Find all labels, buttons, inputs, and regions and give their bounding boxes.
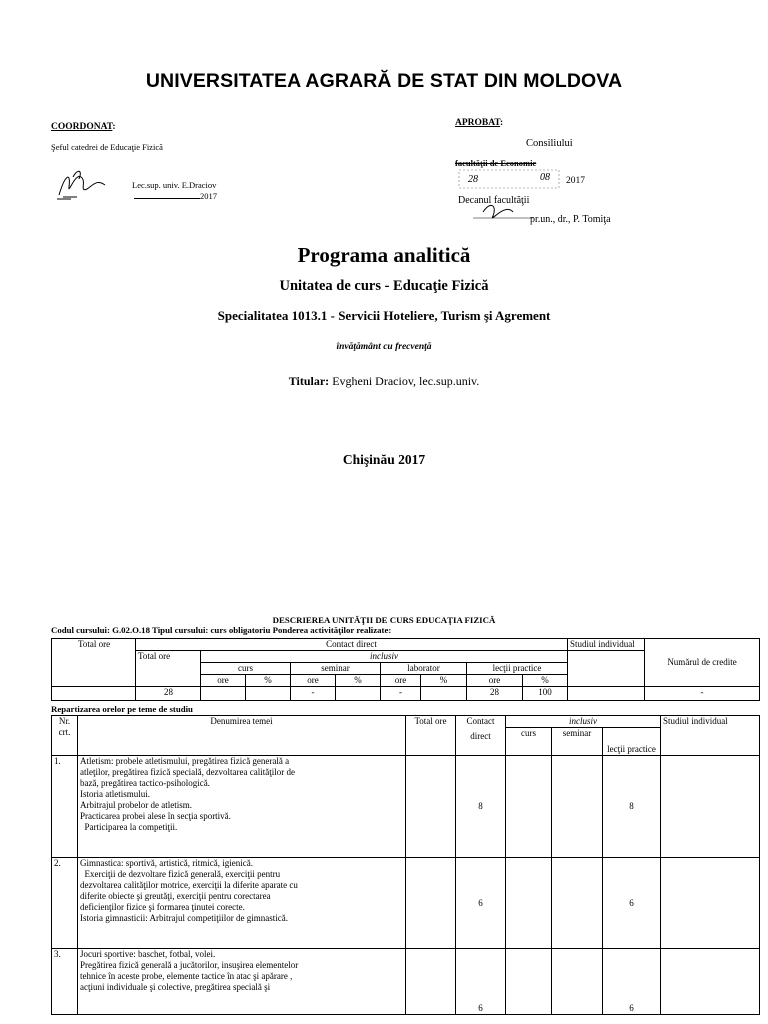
total-ore-col-header: Total ore <box>406 716 456 756</box>
seminar-col-header: seminar <box>552 728 603 756</box>
total-ore-header <box>52 639 136 687</box>
row-total-ore <box>406 756 456 858</box>
curs-header: curs <box>201 663 291 675</box>
aprobat-label <box>455 118 503 128</box>
studiu-col-header: Studiul individual <box>661 716 760 756</box>
row-seminar <box>552 949 603 1015</box>
summary-table <box>51 638 760 701</box>
row-total-ore <box>406 949 456 1015</box>
table-row <box>52 949 760 1015</box>
value-curs-ore <box>201 687 246 701</box>
inclusiv-header: inclusiv <box>201 651 568 663</box>
row-studiu <box>661 858 760 949</box>
lectii-ore: ore <box>467 675 523 687</box>
value-curs-pct <box>246 687 291 701</box>
value-laborator-pct <box>421 687 467 701</box>
topic-line: Exerciţii de dezvoltare fizică generală, exerciţii pentru <box>80 869 281 879</box>
curs-ore: ore <box>201 675 246 687</box>
approval-date-year: 2017 <box>566 176 585 186</box>
row-nr: 3. <box>52 949 78 1015</box>
row-total-ore <box>406 858 456 949</box>
topic-line: Arbitrajul probelor de atletism. <box>80 800 192 810</box>
titular-label: Titular: <box>288 374 330 388</box>
row-curs <box>506 858 552 949</box>
topic-line: Atletism: probele atletismului, pregătirea fizică generală a <box>80 756 290 766</box>
value-total-ore-text: 28 <box>164 687 173 697</box>
topic-line: Practicarea probei alese în secţia sportivă. <box>80 811 231 821</box>
aprobat-text: APROBAT <box>455 118 501 128</box>
coordonat-colon: : <box>112 122 116 132</box>
row-nr: 2. <box>52 858 78 949</box>
decanul: Decanul facultăţii <box>458 195 530 206</box>
value-seminar-ore: - <box>291 687 336 701</box>
university-title: UNIVERSITATEA AGRARĂ DE STAT DIN MOLDOVA <box>145 70 623 92</box>
value-lectii-pct: 100 <box>523 687 568 701</box>
coordonat-text: COORDONAT <box>51 122 113 132</box>
lectii-pct: % <box>523 675 568 687</box>
approval-date-day: 28 <box>468 174 478 185</box>
lectii-practice-header: lecţii practice <box>467 663 568 675</box>
row-studiu <box>661 949 760 1015</box>
contact-label: Contact <box>466 716 495 726</box>
coordonat-year: 2017 <box>200 191 217 201</box>
numarul-credite-header: Numărul de credite <box>645 639 760 687</box>
topic-line: tehnice în aceste probe, elemente tactice în atac şi apărare , <box>80 971 293 981</box>
row-seminar <box>552 858 603 949</box>
studiu-individual-header: Studiul individual <box>568 639 645 651</box>
studiu-empty <box>568 651 645 687</box>
value-credite: - <box>645 687 760 701</box>
approval-date-month: 08 <box>540 172 550 183</box>
row-lectii: 6 <box>603 949 661 1015</box>
topics-table <box>51 715 760 1015</box>
program-title: Programa analitică <box>297 243 471 267</box>
total-ore-label: Total ore <box>78 639 111 649</box>
nr-header <box>52 716 78 756</box>
description-line2: Codul cursului: G.02.O.18 Tipul cursului: curs obligatoriu Ponderea activităţilor realizate: <box>51 625 392 635</box>
total-ore-sub-header: Total ore <box>136 651 201 687</box>
coordonat-signature <box>53 165 113 203</box>
laborator-pct: % <box>421 675 467 687</box>
value-total-ore <box>136 687 201 701</box>
contact-direct-header: Contact direct <box>136 639 568 651</box>
study-form: învăţământ cu frecvenţă <box>336 342 432 352</box>
row-topic <box>78 756 406 858</box>
titular-value: Evgheni Draciov, lec.sup.univ. <box>329 374 480 388</box>
laborator-ore: ore <box>381 675 421 687</box>
row-contact: 6 <box>456 858 506 949</box>
row-topic <box>78 858 406 949</box>
description-heading: DESCRIEREA UNITĂŢII DE CURS EDUCAŢIA FIZICĂ <box>272 615 496 625</box>
curs-col-header: curs <box>506 728 552 756</box>
topic-line: acţiuni individuale şi colective, pregătirea specială şi <box>80 982 271 992</box>
signature-line <box>134 190 200 199</box>
topic-line: dezvoltarea calităţilor motrice, exerciţii la diferite aparate cu <box>80 880 298 890</box>
row-studiu <box>661 756 760 858</box>
row-nr: 1. <box>52 756 78 858</box>
city-year: Chişinău 2017 <box>342 452 426 467</box>
topic-line: deficienţilor fizice şi formarea ţinutei corecte. <box>80 902 245 912</box>
laborator-header: laborator <box>381 663 467 675</box>
row-contact: 6 <box>456 949 506 1015</box>
row-contact: 8 <box>456 756 506 858</box>
lectii-col-header: lecţii practice <box>603 728 661 756</box>
course-unit: Unitatea de curs - Educaţie Fizică <box>279 278 489 294</box>
topic-line: Gimnastica: sportivă, artistică, ritmică, igienică. <box>80 858 253 868</box>
row-topic <box>78 949 406 1015</box>
row-lectii: 6 <box>603 858 661 949</box>
table-row <box>52 756 760 858</box>
aprobat-colon: : <box>500 118 504 128</box>
topic-line: Jocuri sportive: baschet, fotbal, volei. <box>80 949 216 959</box>
consiliul: Consiliului <box>526 138 573 149</box>
repartizare-heading: Repartizarea orelor pe teme de studiu <box>51 704 193 714</box>
direct-label: direct <box>470 731 491 741</box>
value-total-empty <box>52 687 136 701</box>
topic-line: atleţilor, pregătirea fizică specială, dezvoltarea calităţilor de <box>80 767 296 777</box>
value-seminar-pct <box>336 687 381 701</box>
nr-label: Nr. <box>58 716 71 726</box>
row-curs <box>506 756 552 858</box>
topic-line: diferite obiecte şi greutăţi, exerciţii pentru corectarea <box>80 891 271 901</box>
sef-catedra: Şeful catedrei de Educaţie Fizică <box>51 142 163 152</box>
table-row <box>52 858 760 949</box>
value-laborator-ore: - <box>381 687 421 701</box>
coordonat-signer: Lec.sup. univ. E.Draciov <box>132 180 217 190</box>
inclusiv-col-header: inclusiv <box>506 716 661 728</box>
value-lectii-ore: 28 <box>467 687 523 701</box>
curs-pct: % <box>246 675 291 687</box>
value-studiu <box>568 687 645 701</box>
seminar-header: seminar <box>291 663 381 675</box>
decan-name: pr.un., dr., P. Tomiţa <box>530 214 611 225</box>
crt-label: crt. <box>58 727 71 737</box>
facultatii: facultăţii de Economie <box>455 158 537 168</box>
row-lectii: 8 <box>603 756 661 858</box>
denumirea-header: Denumirea temei <box>78 716 406 756</box>
topic-line: Participarea la competiţii. <box>80 822 178 832</box>
row-seminar <box>552 756 603 858</box>
coordonat-year-line <box>134 190 217 201</box>
topic-line: Pregătirea fizică generală a jucătorilor, insuşirea elementelor <box>80 960 299 970</box>
titular <box>0 374 768 389</box>
topic-line: Istoria gimnasticii: Arbitrajul competiţiilor de gimnastică. <box>80 913 288 923</box>
coordonat-label <box>51 122 116 132</box>
topic-line: Istoria atletismului. <box>80 789 150 799</box>
seminar-ore: ore <box>291 675 336 687</box>
specialty: Specialitatea 1013.1 - Servicii Hoteliere, Turism şi Agrement <box>217 308 551 323</box>
seminar-pct: % <box>336 675 381 687</box>
row-curs <box>506 949 552 1015</box>
topic-line: bază, pregătirea tactico-psihologică. <box>80 778 210 788</box>
contact-direct-col-header <box>456 716 506 756</box>
